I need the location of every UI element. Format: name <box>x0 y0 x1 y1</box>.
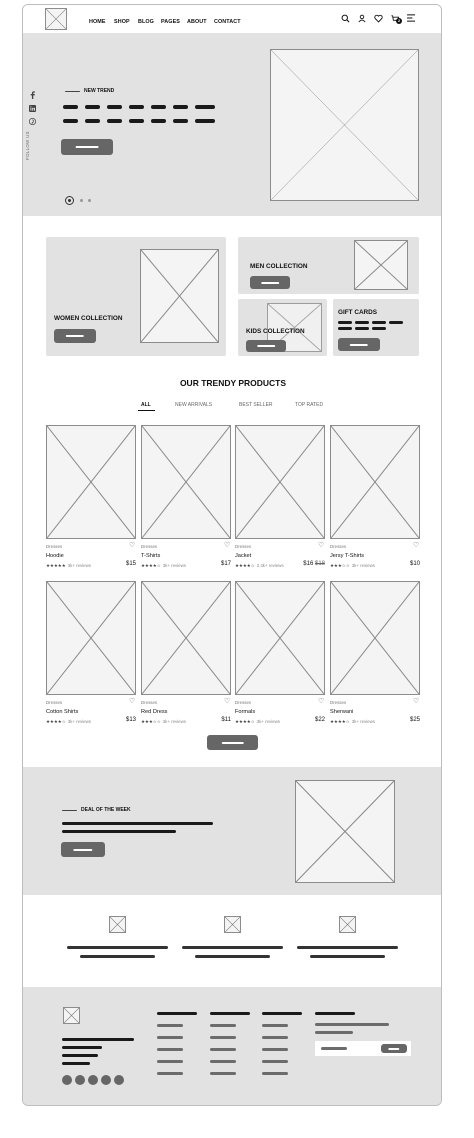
tab-all[interactable]: ALL <box>141 402 151 408</box>
product-card[interactable] <box>46 425 136 580</box>
features-section <box>23 895 442 987</box>
nav-about[interactable]: ABOUT <box>187 19 207 25</box>
newsletter-email-input[interactable] <box>315 1041 411 1056</box>
rating-stars: ★★★☆☆ <box>141 719 161 724</box>
product-price <box>315 717 325 723</box>
page-frame <box>22 4 442 1106</box>
current-price: $16 <box>303 561 314 567</box>
nav-shop[interactable]: SHOP <box>114 19 130 25</box>
wishlist-heart-icon[interactable]: ♡ <box>318 542 325 549</box>
wishlist-heart-icon[interactable]: ♡ <box>318 698 325 705</box>
social-circle-icon[interactable] <box>114 1075 124 1085</box>
review-count: 3k+ reviews <box>351 719 375 724</box>
review-count: 3k+ reviews <box>67 719 91 724</box>
product-card[interactable] <box>235 581 325 736</box>
rating-stars: ★★★★★ <box>46 563 66 568</box>
current-price: $22 <box>314 717 325 723</box>
hero-eyebrow: NEW TREND <box>84 88 115 94</box>
men-collection-title: MEN COLLECTION <box>250 263 308 270</box>
review-count: 3k+ reviews <box>162 563 186 568</box>
product-name[interactable]: Sherwani <box>330 709 354 715</box>
product-category: Dresses <box>235 544 252 549</box>
product-card[interactable] <box>330 581 420 736</box>
review-count: 3k+ reviews <box>162 719 186 724</box>
current-price: $13 <box>125 717 136 723</box>
product-rating <box>330 563 375 569</box>
deal-cta-button[interactable] <box>61 842 105 857</box>
product-card[interactable] <box>141 425 231 580</box>
footer-logo[interactable] <box>63 1007 80 1024</box>
product-image[interactable] <box>46 581 136 695</box>
product-name[interactable]: Red Dress <box>141 709 168 715</box>
current-price: $25 <box>409 717 420 723</box>
product-rating <box>46 563 91 569</box>
rating-stars: ★★★☆☆ <box>330 563 350 568</box>
deal-section <box>23 767 442 895</box>
product-price <box>221 561 231 567</box>
cart-count-badge: 2 <box>397 19 401 23</box>
product-card[interactable] <box>235 425 325 580</box>
product-image[interactable] <box>330 581 420 695</box>
wishlist-heart-icon[interactable]: ♡ <box>224 698 231 705</box>
rating-stars: ★★★★☆ <box>235 719 255 724</box>
social-circle-icon[interactable] <box>62 1075 72 1085</box>
review-count: 3k+ reviews <box>67 563 91 568</box>
nav-blog[interactable]: BLOG <box>138 19 154 25</box>
wishlist-heart-icon[interactable]: ♡ <box>413 542 420 549</box>
product-category: Dresses <box>46 544 63 549</box>
deal-eyebrow: DEAL OF THE WEEK <box>81 807 131 813</box>
product-rating <box>141 563 186 569</box>
tab-best-seller[interactable]: BEST SELLER <box>239 402 273 408</box>
nav-home[interactable]: HOME <box>89 19 106 25</box>
product-rating <box>330 719 375 725</box>
product-rating <box>46 719 91 725</box>
product-card[interactable] <box>330 425 420 580</box>
product-grid <box>23 5 442 765</box>
rating-stars: ★★★★☆ <box>46 719 66 724</box>
product-image[interactable] <box>46 425 136 539</box>
product-category: Dresses <box>330 544 347 549</box>
product-image[interactable] <box>235 581 325 695</box>
load-more-button[interactable] <box>207 735 258 750</box>
review-count: 3k+ reviews <box>351 563 375 568</box>
product-price <box>221 717 231 723</box>
product-category: Dresses <box>330 700 347 705</box>
product-rating <box>141 719 186 725</box>
deal-eyebrow-line <box>62 810 77 811</box>
footer <box>23 987 442 1106</box>
nav-pages[interactable]: PAGES <box>161 19 180 25</box>
tab-top-rated[interactable]: TOP RATED <box>295 402 324 408</box>
product-name[interactable]: Jacket <box>235 553 252 559</box>
products-title: OUR TRENDY PRODUCTS <box>179 378 287 388</box>
product-name[interactable]: Cotton Shirts <box>46 709 79 715</box>
kids-collection-title: KIDS COLLECTION <box>246 328 305 335</box>
wishlist-heart-icon[interactable]: ♡ <box>413 698 420 705</box>
product-rating <box>235 719 280 725</box>
review-count: 3k+ reviews <box>256 719 280 724</box>
social-circle-icon[interactable] <box>101 1075 111 1085</box>
gift-cards-title: GIFT CARDS <box>338 309 378 316</box>
product-category: Dresses <box>141 700 158 705</box>
wishlist-heart-icon[interactable]: ♡ <box>129 698 136 705</box>
product-category: Dresses <box>235 700 252 705</box>
rating-stars: ★★★★☆ <box>330 719 350 724</box>
feature-icon <box>339 916 356 933</box>
product-image[interactable] <box>330 425 420 539</box>
review-count: 2.3k+ reviews <box>256 563 284 568</box>
product-image[interactable] <box>141 581 231 695</box>
current-price: $11 <box>221 717 231 723</box>
product-image[interactable] <box>141 425 231 539</box>
rating-stars: ★★★★☆ <box>235 563 255 568</box>
product-name[interactable]: T-Shirts <box>141 553 161 559</box>
product-name[interactable]: Jersy T-Shirts <box>330 553 365 559</box>
current-price: $15 <box>125 561 136 567</box>
feature-icon <box>224 916 241 933</box>
product-price <box>126 717 136 723</box>
deal-headline-line <box>62 830 176 833</box>
product-card[interactable] <box>141 581 231 736</box>
tab-new-arrivals[interactable]: NEW ARRIVALS <box>175 402 213 408</box>
current-price: $10 <box>409 561 420 567</box>
product-price <box>410 561 420 567</box>
women-collection-title: WOMEN COLLECTION <box>54 315 123 322</box>
product-price <box>410 717 420 723</box>
product-price <box>303 561 325 567</box>
wishlist-heart-icon[interactable]: ♡ <box>129 542 136 549</box>
deal-headline-line <box>62 822 213 825</box>
product-image[interactable] <box>235 425 325 539</box>
product-rating <box>235 563 284 569</box>
product-name[interactable]: Hoodie <box>46 553 64 559</box>
follow-us-label: FOLLOW US <box>24 131 30 160</box>
product-category: Dresses <box>46 700 63 705</box>
old-price: $18 <box>314 561 325 567</box>
product-category: Dresses <box>141 544 158 549</box>
current-price: $17 <box>220 561 231 567</box>
product-price <box>126 561 136 567</box>
social-circle-icon[interactable] <box>88 1075 98 1085</box>
newsletter-subscribe-button[interactable] <box>381 1044 407 1053</box>
feature-icon <box>109 916 126 933</box>
deal-image <box>295 780 395 883</box>
product-name[interactable]: Formals <box>235 709 256 715</box>
social-circle-icon[interactable] <box>75 1075 85 1085</box>
rating-stars: ★★★★☆ <box>141 563 161 568</box>
nav-contact[interactable]: CONTACT <box>214 19 241 25</box>
wishlist-heart-icon[interactable]: ♡ <box>224 542 231 549</box>
product-card[interactable] <box>46 581 136 736</box>
